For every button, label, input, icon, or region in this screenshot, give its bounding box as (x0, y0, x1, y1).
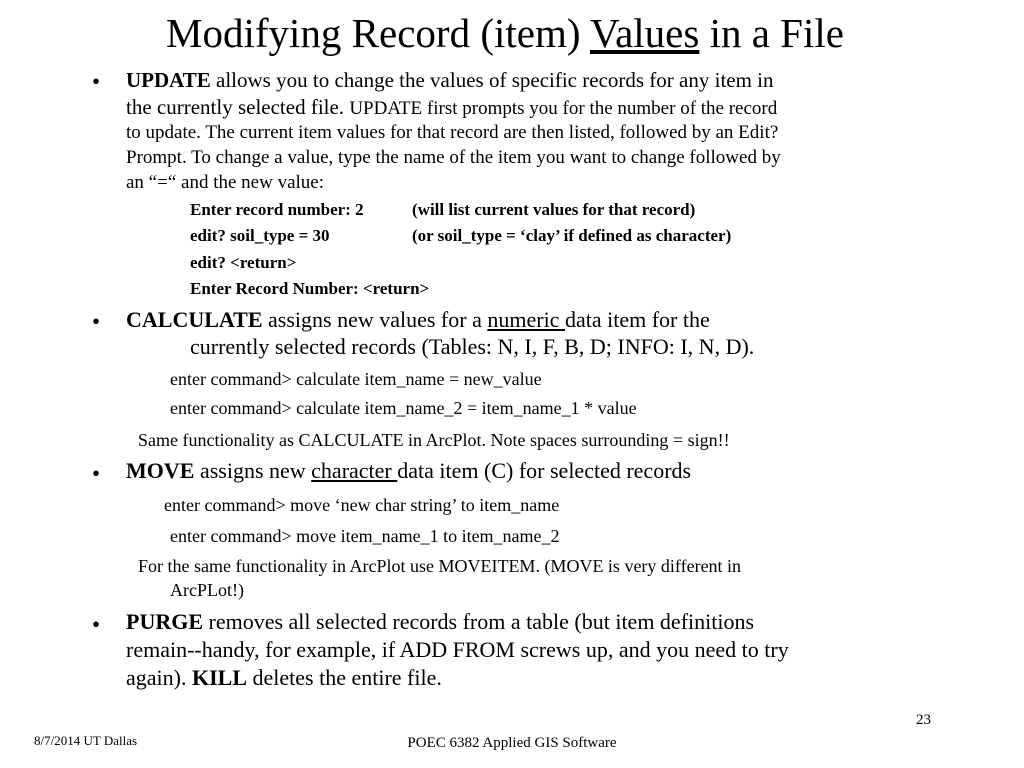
update-text: the currently selected file. (126, 95, 350, 119)
bullet-purge: • (92, 612, 101, 637)
update-line-2 (126, 94, 777, 123)
purge-text: removes all selected records from a table (but item definitions (203, 609, 755, 634)
update-line-3: to update. The current item values for that record are then listed, followed by an Edit? (126, 122, 779, 143)
footer-date-org: 8/7/2014 UT Dallas (34, 733, 138, 748)
update-example-cmd: edit? <return> (190, 253, 297, 272)
move-note-line-2: ArcPLot!) (170, 580, 244, 600)
calculate-keyword: CALCULATE (126, 307, 263, 332)
calculate-line-1 (126, 307, 710, 333)
move-underlined: character (311, 458, 398, 483)
bullet-move: • (92, 461, 101, 486)
move-note-line-1: For the same functionality in ArcPlot use MOVEITEM. (MOVE is very different in (138, 556, 742, 576)
calculate-note: Same functionality as CALCULATE in ArcPlot. Note spaces surrounding = sign!! (138, 430, 730, 450)
move-line-1 (126, 458, 691, 484)
purge-keyword: PURGE (126, 609, 203, 634)
move-command: enter command> move item_name_1 to item_name_2 (170, 526, 560, 546)
footer-course: POEC 6382 Applied GIS Software (407, 735, 617, 751)
purge-line-1 (126, 609, 754, 635)
purge-text: again). (126, 665, 192, 690)
move-text: assigns new (194, 458, 312, 483)
update-line-5: an “=“ and the new value: (126, 172, 324, 193)
update-line-4: Prompt. To change a value, type the name of the item you want to change followed by (126, 147, 781, 168)
update-text: allows you to change the values of specific records for any item in (210, 68, 774, 92)
update-line-1 (126, 67, 774, 93)
calculate-underlined: numeric (487, 307, 565, 332)
slide-title (0, 8, 1010, 58)
update-example-note: (or soil_type = ‘clay’ if defined as character) (412, 226, 732, 245)
update-text: UPDATE first prompts you for the number of the record (349, 98, 778, 119)
calculate-line-2: currently selected records (Tables: N, I, F, B, D; INFO: I, N, D). (190, 334, 755, 359)
calculate-command: enter command> calculate item_name = new_value (170, 369, 542, 389)
calculate-text: assigns new values for a (262, 307, 488, 332)
update-example-cmd: Enter Record Number: <return> (190, 279, 430, 298)
move-command: enter command> move ‘new char string’ to item_name (164, 495, 560, 515)
calculate-text: data item for the (564, 307, 710, 332)
update-keyword: UPDATE (126, 68, 211, 92)
purge-line-2: remain--handy, for example, if ADD FROM screws up, and you need to try (126, 637, 789, 662)
move-text: data item (C) for selected records (397, 458, 692, 483)
calculate-command: enter command> calculate item_name_2 = item_name_1 * value (170, 398, 637, 418)
title-text-post: in a File (699, 10, 844, 56)
update-example-cmd: Enter record number: 2 (190, 200, 364, 219)
update-example-cmd: edit? soil_type = 30 (190, 226, 330, 245)
move-keyword: MOVE (126, 458, 195, 483)
title-text-underlined: Values (590, 10, 700, 56)
bullet-update: • (92, 69, 101, 94)
kill-keyword: KILL (191, 665, 247, 690)
title-text-pre: Modifying Record (item) (166, 10, 591, 56)
bullet-calculate: • (92, 309, 101, 334)
purge-line-3 (126, 665, 442, 691)
page-number: 23 (916, 712, 931, 728)
update-example-note: (will list current values for that record) (412, 200, 696, 219)
purge-text: deletes the entire file. (247, 665, 442, 690)
